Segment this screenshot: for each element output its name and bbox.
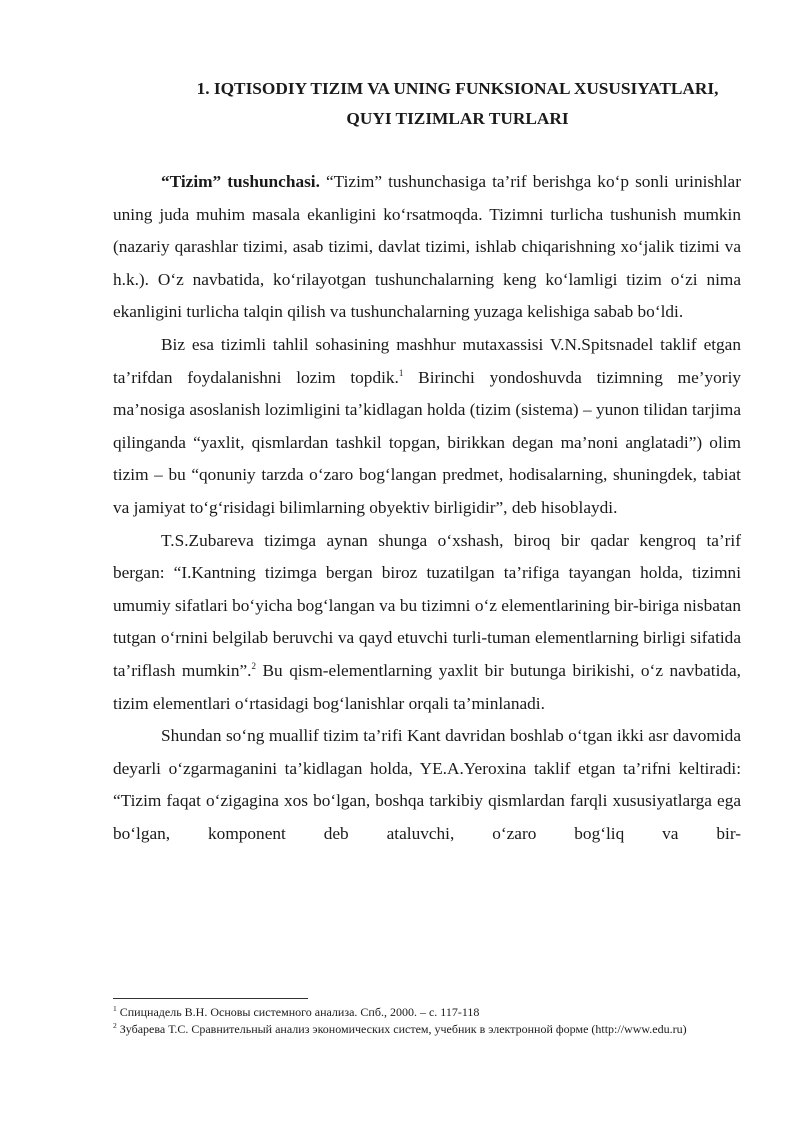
footnote-2 bbox=[113, 1021, 741, 1038]
paragraph-4-text: Shundan so‘ng muallif tizim ta’rifi Kant davridan boshlab o‘tgan ikki asr davomida deyarli o‘zgarmaganini ta’kidlagan holda, YE.A.Yeroxina taklif etgan ta’rifni keltiradi: “Tizim faqat o‘zigagina xos bo‘lgan, boshqa tarkibiy qismlardan farqli xususiyatlarga ega bo‘lgan, komponent deb ataluvchi, o‘zaro bog‘liq va bir- bbox=[113, 726, 741, 843]
footnote-2-text: Зубарева Т.С. Сравнительный анализ экономических систем, учебник в электронной форме (http://www.edu.ru) bbox=[116, 1022, 687, 1036]
footnote-2-number: 2 bbox=[113, 1021, 117, 1030]
paragraph-1-text: “Tizim” tushunchasiga ta’rif berishga ko‘p sonli urinishlar uning juda muhim masala ekanligini ko‘rsatmoqda. Tizimni turlicha tushunish mumkin (nazariy qarashlar tizimi, asab tizimi, davlat tizimi, ishlab chiqarishning xo‘jalik tizimi va h.k.). O‘z navbatida, ko‘rilayotgan tushunchalarning keng ko‘lamligi tizim o‘zi nima ekanligini turlicha talqin qilish va tushunchalarning yuzaga kelishiga sabab bo‘ldi. bbox=[113, 172, 741, 322]
paragraph-3-text-before: T.S.Zubareva tizimga aynan shunga o‘xshash, biroq bir qadar kengroq ta’rif bergan: “I.Kantning tizimga bergan biroz tuzatilgan ta’rifiga tayangan holda, tizimni umumiy sifatlari bo‘yicha bog‘langan va bu tizimni o‘z elementlarining bir-biriga nisbatan tutgan o‘rnini belgilab beruvchi va qayd etuvchi turli-tuman elementlarning birligi sifatida ta’riflash mumkin”. bbox=[113, 530, 741, 680]
paragraph-2-text-after: Birinchi yondoshuvda tizimning me’yoriy ma’nosiga asoslanish lozimligini ta’kidlagan holda (tizim (sistema) – yunon tilidan tarjima qilinganda “yaxlit, qismlardan tashkil topgan, birikkan degan ma’noni anglatadi”) olim tizim – bu “qonuniy tarzda o‘zaro bog‘langan predmet, hodisalarning, shuningdek, tabiat va jamiyat to‘g‘risidagi bilimlarning obyektiv birligidir”, deb hisoblaydi. bbox=[113, 367, 742, 517]
footnotes bbox=[113, 1004, 741, 1038]
paragraph-1 bbox=[113, 166, 741, 329]
footnote-divider bbox=[113, 998, 308, 999]
paragraph-2 bbox=[113, 329, 741, 525]
footnote-1-text: Спицнадель В.Н. Основы системного анализа. Спб., 2000. – с. 117-118 bbox=[116, 1005, 480, 1019]
section-heading-line-2: QUYI TIZIMLAR TURLARI bbox=[346, 109, 569, 128]
footnote-ref-1[interactable]: 1 bbox=[398, 367, 404, 378]
paragraph-2-text-before: Biz esa tizimli tahlil sohasining mashhur mutaxassisi V.N.Spitsnadel taklif etgan ta’rifdan foydalanishni lozim topdik. bbox=[113, 334, 741, 387]
footnote-ref-2[interactable]: 2 bbox=[251, 661, 256, 672]
body-text bbox=[113, 166, 741, 850]
section-heading-line-1: 1. IQTISODIY TIZIM VA UNING FUNKSIONAL XUSUSIYATLARI, bbox=[196, 79, 719, 98]
paragraph-3-text-after: Bu qism-elementlarning yaxlit bir butunga birikishi, o‘z navbatida, tizim elementlari o‘rtasidagi bog‘lanishlar orqali ta’minlanadi. bbox=[113, 660, 741, 713]
footnote-1-number: 1 bbox=[113, 1004, 117, 1013]
paragraph-4 bbox=[113, 720, 741, 850]
paragraph-3 bbox=[113, 525, 741, 721]
footnote-1 bbox=[113, 1004, 741, 1021]
paragraph-1-lead: “Tizim” tushunchasi. bbox=[161, 172, 320, 191]
section-heading bbox=[115, 74, 800, 134]
